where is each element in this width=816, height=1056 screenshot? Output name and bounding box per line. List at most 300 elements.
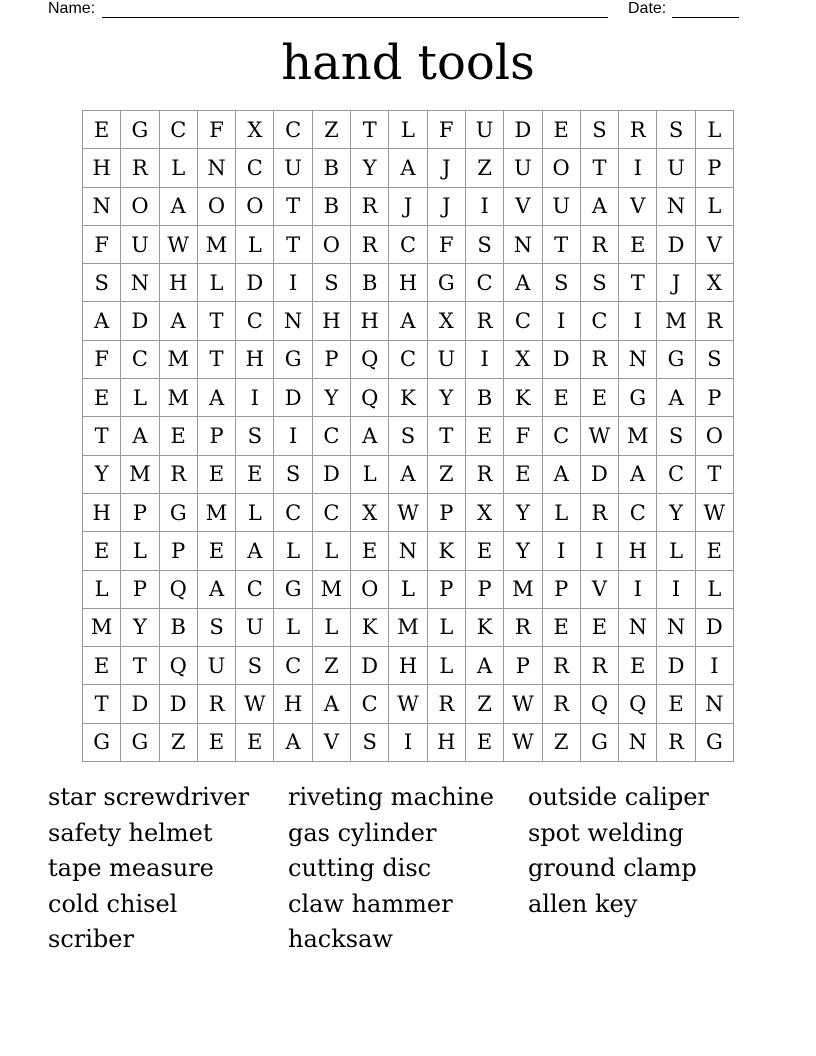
grid-cell: A — [466, 647, 504, 685]
grid-cell: A — [160, 302, 198, 340]
grid-cell: I — [619, 302, 657, 340]
grid-cell: N — [619, 341, 657, 379]
grid-cell: Q — [351, 341, 389, 379]
grid-cell: H — [313, 302, 351, 340]
grid-cell: S — [313, 264, 351, 302]
grid-cell: Z — [543, 724, 581, 762]
grid-cell: X — [466, 494, 504, 532]
grid-cell: V — [313, 724, 351, 762]
grid-cell: E — [543, 379, 581, 417]
grid-cell: E — [83, 111, 121, 149]
grid-cell: H — [236, 341, 274, 379]
grid-cell: D — [274, 379, 312, 417]
name-blank-line — [102, 17, 608, 18]
grid-cell: O — [198, 188, 236, 226]
grid-cell: L — [696, 111, 734, 149]
grid-cell: Y — [428, 379, 466, 417]
grid-cell: X — [504, 341, 542, 379]
grid-cell: H — [160, 264, 198, 302]
grid-cell: E — [619, 647, 657, 685]
grid-cell: A — [313, 685, 351, 723]
grid-cell: E — [236, 456, 274, 494]
grid-cell: C — [236, 571, 274, 609]
grid-cell: R — [696, 302, 734, 340]
grid-cell: D — [351, 647, 389, 685]
name-label: Name: — [48, 0, 96, 17]
grid-cell: L — [313, 532, 351, 570]
grid-cell: W — [160, 226, 198, 264]
grid-cell: Y — [83, 456, 121, 494]
grid-cell: U — [657, 149, 695, 187]
grid-cell: A — [274, 724, 312, 762]
grid-cell: C — [504, 302, 542, 340]
grid-cell: Z — [466, 685, 504, 723]
grid-cell: K — [428, 532, 466, 570]
grid-cell: L — [274, 609, 312, 647]
grid-cell: A — [198, 379, 236, 417]
grid-cell: E — [160, 417, 198, 455]
grid-cell: I — [581, 532, 619, 570]
grid-cell: X — [696, 264, 734, 302]
grid-cell: P — [160, 532, 198, 570]
grid-cell: E — [83, 647, 121, 685]
grid-cell: F — [198, 111, 236, 149]
grid-cell: A — [504, 264, 542, 302]
grid-cell: R — [504, 609, 542, 647]
grid-cell: D — [504, 111, 542, 149]
grid-cell: G — [581, 724, 619, 762]
grid-cell: G — [274, 571, 312, 609]
grid-cell: G — [619, 379, 657, 417]
grid-cell: D — [657, 226, 695, 264]
grid-cell: W — [504, 685, 542, 723]
grid-cell: A — [581, 188, 619, 226]
grid-cell: P — [121, 571, 159, 609]
grid-cell: I — [466, 188, 504, 226]
grid-cell: P — [428, 571, 466, 609]
grid-cell: L — [657, 532, 695, 570]
grid-cell: A — [543, 456, 581, 494]
grid-cell: A — [121, 417, 159, 455]
grid-cell: S — [657, 417, 695, 455]
grid-cell: Q — [581, 685, 619, 723]
grid-cell: S — [351, 724, 389, 762]
grid-cell: E — [504, 456, 542, 494]
grid-cell: Z — [313, 111, 351, 149]
grid-cell: L — [696, 571, 734, 609]
grid-cell: Z — [428, 456, 466, 494]
grid-cell: E — [466, 532, 504, 570]
grid-cell: L — [121, 532, 159, 570]
grid-cell: G — [696, 724, 734, 762]
grid-cell: F — [83, 226, 121, 264]
grid-cell: U — [504, 149, 542, 187]
grid-cell: T — [581, 149, 619, 187]
grid-cell: H — [619, 532, 657, 570]
grid-cell: C — [543, 417, 581, 455]
grid-cell: N — [619, 724, 657, 762]
grid-cell: B — [313, 149, 351, 187]
grid-cell: C — [389, 341, 427, 379]
page-title: hand tools — [281, 35, 535, 91]
grid-cell: X — [428, 302, 466, 340]
grid-cell: R — [198, 685, 236, 723]
grid-cell: S — [581, 264, 619, 302]
grid-cell: Q — [619, 685, 657, 723]
grid-cell: M — [389, 609, 427, 647]
grid-cell: P — [696, 379, 734, 417]
grid-cell: U — [428, 341, 466, 379]
grid-cell: H — [83, 149, 121, 187]
word-list-item: ground clamp — [528, 854, 697, 882]
grid-cell: T — [121, 647, 159, 685]
grid-cell: N — [121, 264, 159, 302]
grid-cell: R — [351, 226, 389, 264]
grid-cell: T — [696, 456, 734, 494]
grid-cell: E — [696, 532, 734, 570]
grid-cell: X — [351, 494, 389, 532]
grid-cell: I — [274, 417, 312, 455]
grid-cell: A — [389, 149, 427, 187]
grid-cell: R — [121, 149, 159, 187]
grid-cell: P — [504, 647, 542, 685]
grid-cell: L — [428, 609, 466, 647]
grid-cell: S — [83, 264, 121, 302]
word-list-item: hacksaw — [288, 925, 393, 953]
grid-cell: T — [428, 417, 466, 455]
grid-cell: K — [466, 609, 504, 647]
grid-cell: V — [619, 188, 657, 226]
grid-cell: N — [619, 609, 657, 647]
grid-cell: O — [351, 571, 389, 609]
grid-cell: T — [351, 111, 389, 149]
word-list-item: riveting machine — [288, 783, 494, 811]
word-list-item: claw hammer — [288, 889, 453, 918]
grid-cell: L — [389, 111, 427, 149]
grid-cell: G — [121, 111, 159, 149]
grid-cell: L — [696, 188, 734, 226]
word-list-item: tape measure — [48, 854, 214, 882]
grid-cell: E — [83, 379, 121, 417]
grid-cell: A — [619, 456, 657, 494]
grid-cell: O — [313, 226, 351, 264]
grid-cell: P — [313, 341, 351, 379]
grid-cell: R — [428, 685, 466, 723]
grid-cell: N — [657, 609, 695, 647]
grid-cell: C — [581, 302, 619, 340]
grid-cell: D — [313, 456, 351, 494]
grid-cell: A — [83, 302, 121, 340]
grid-cell: L — [198, 264, 236, 302]
grid-cell: Y — [504, 532, 542, 570]
grid-cell: C — [274, 111, 312, 149]
grid-cell: E — [351, 532, 389, 570]
grid-cell: S — [389, 417, 427, 455]
word-list-item: safety helmet — [48, 818, 213, 847]
grid-cell: E — [198, 724, 236, 762]
grid-cell: M — [160, 341, 198, 379]
grid-cell: W — [581, 417, 619, 455]
grid-cell: W — [696, 494, 734, 532]
grid-cell: J — [428, 149, 466, 187]
grid-cell: S — [696, 341, 734, 379]
grid-cell: Q — [160, 571, 198, 609]
grid-cell: R — [581, 647, 619, 685]
grid-cell: A — [657, 379, 695, 417]
grid-cell: N — [198, 149, 236, 187]
grid-cell: I — [657, 571, 695, 609]
grid-cell: M — [121, 456, 159, 494]
grid-cell: U — [121, 226, 159, 264]
grid-cell: G — [160, 494, 198, 532]
grid-cell: I — [543, 302, 581, 340]
grid-cell: I — [619, 571, 657, 609]
grid-cell: J — [389, 188, 427, 226]
grid-cell: Y — [504, 494, 542, 532]
grid-cell: G — [657, 341, 695, 379]
grid-cell: C — [466, 264, 504, 302]
grid-cell: U — [466, 111, 504, 149]
grid-cell: K — [389, 379, 427, 417]
word-list-item: cutting disc — [288, 854, 432, 882]
word-list-item: spot welding — [528, 818, 684, 847]
grid-cell: P — [696, 149, 734, 187]
grid-cell: T — [83, 417, 121, 455]
grid-cell: P — [543, 571, 581, 609]
date-blank-line — [672, 17, 739, 18]
grid-cell: R — [351, 188, 389, 226]
word-list-item: star screwdriver — [48, 783, 250, 811]
grid-cell: E — [619, 226, 657, 264]
grid-cell: B — [160, 609, 198, 647]
grid-cell: A — [198, 571, 236, 609]
grid-cell: F — [83, 341, 121, 379]
word-list-item: scriber — [48, 925, 134, 953]
grid-cell: F — [428, 226, 466, 264]
grid-cell: S — [657, 111, 695, 149]
grid-cell: N — [504, 226, 542, 264]
grid-cell: R — [543, 685, 581, 723]
grid-cell: P — [466, 571, 504, 609]
grid-cell: F — [428, 111, 466, 149]
grid-cell: B — [313, 188, 351, 226]
grid-cell: O — [543, 149, 581, 187]
grid-cell: P — [428, 494, 466, 532]
grid-cell: J — [657, 264, 695, 302]
grid-cell: L — [236, 494, 274, 532]
grid-cell: E — [466, 417, 504, 455]
grid-cell: Q — [351, 379, 389, 417]
grid-cell: R — [160, 456, 198, 494]
grid-cell: A — [351, 417, 389, 455]
grid-cell: P — [121, 494, 159, 532]
grid-cell: S — [466, 226, 504, 264]
grid-cell: R — [581, 341, 619, 379]
grid-cell: N — [389, 532, 427, 570]
grid-cell: B — [466, 379, 504, 417]
grid-cell: D — [236, 264, 274, 302]
grid-cell: H — [389, 647, 427, 685]
grid-cell: W — [504, 724, 542, 762]
grid-cell: I — [466, 341, 504, 379]
grid-cell: E — [198, 456, 236, 494]
grid-cell: M — [198, 226, 236, 264]
grid-cell: C — [657, 456, 695, 494]
grid-cell: I — [696, 647, 734, 685]
grid-cell: L — [274, 532, 312, 570]
grid-cell: T — [198, 341, 236, 379]
grid-cell: B — [351, 264, 389, 302]
grid-cell: W — [236, 685, 274, 723]
grid-cell: I — [274, 264, 312, 302]
grid-cell: E — [236, 724, 274, 762]
grid-cell: D — [160, 685, 198, 723]
grid-cell: E — [581, 609, 619, 647]
grid-cell: U — [236, 609, 274, 647]
grid-cell: M — [619, 417, 657, 455]
grid-cell: Z — [466, 149, 504, 187]
grid-cell: U — [274, 149, 312, 187]
grid-cell: I — [543, 532, 581, 570]
grid-cell: F — [504, 417, 542, 455]
grid-cell: V — [696, 226, 734, 264]
grid-cell: G — [83, 724, 121, 762]
grid-cell: C — [160, 111, 198, 149]
grid-cell: U — [543, 188, 581, 226]
grid-cell: R — [619, 111, 657, 149]
grid-cell: C — [274, 494, 312, 532]
grid-cell: R — [543, 647, 581, 685]
grid-cell: E — [543, 609, 581, 647]
grid-cell: C — [351, 685, 389, 723]
grid-cell: T — [198, 302, 236, 340]
grid-cell: Y — [657, 494, 695, 532]
word-list-item: cold chisel — [48, 889, 178, 918]
grid-cell: N — [657, 188, 695, 226]
grid-cell: C — [313, 417, 351, 455]
grid-cell: R — [466, 456, 504, 494]
grid-cell: S — [581, 111, 619, 149]
word-list-item: gas cylinder — [288, 818, 437, 847]
grid-cell: D — [696, 609, 734, 647]
grid-cell: S — [543, 264, 581, 302]
grid-cell: H — [428, 724, 466, 762]
grid-cell: D — [121, 685, 159, 723]
grid-cell: Y — [121, 609, 159, 647]
grid-cell: Z — [160, 724, 198, 762]
grid-cell: D — [581, 456, 619, 494]
grid-cell: G — [428, 264, 466, 302]
grid-cell: T — [274, 226, 312, 264]
grid-cell: C — [236, 149, 274, 187]
grid-cell: G — [274, 341, 312, 379]
grid-cell: D — [121, 302, 159, 340]
grid-cell: H — [274, 685, 312, 723]
grid-cell: A — [389, 302, 427, 340]
grid-cell: N — [274, 302, 312, 340]
grid-cell: A — [236, 532, 274, 570]
grid-cell: R — [657, 724, 695, 762]
grid-cell: Z — [313, 647, 351, 685]
word-list-item: outside caliper — [528, 783, 709, 811]
grid-cell: T — [619, 264, 657, 302]
grid-cell: L — [160, 149, 198, 187]
grid-cell: H — [389, 264, 427, 302]
grid-cell: V — [504, 188, 542, 226]
grid-cell: E — [657, 685, 695, 723]
grid-cell: D — [657, 647, 695, 685]
grid-cell: S — [236, 417, 274, 455]
grid-cell: L — [121, 379, 159, 417]
grid-cell: L — [389, 571, 427, 609]
grid-cell: L — [428, 647, 466, 685]
grid-cell: A — [389, 456, 427, 494]
grid-cell: C — [313, 494, 351, 532]
grid-cell: W — [389, 494, 427, 532]
grid-cell: Y — [351, 149, 389, 187]
grid-cell: G — [121, 724, 159, 762]
grid-cell: C — [236, 302, 274, 340]
grid-cell: R — [581, 494, 619, 532]
grid-cell: V — [581, 571, 619, 609]
grid-cell: O — [696, 417, 734, 455]
grid-cell: L — [543, 494, 581, 532]
grid-cell: H — [83, 494, 121, 532]
grid-cell: Y — [313, 379, 351, 417]
grid-cell: R — [466, 302, 504, 340]
grid-cell: M — [83, 609, 121, 647]
grid-cell: S — [236, 647, 274, 685]
grid-cell: L — [313, 609, 351, 647]
grid-cell: O — [236, 188, 274, 226]
grid-cell: W — [389, 685, 427, 723]
date-label: Date: — [628, 0, 667, 17]
grid-cell: P — [198, 417, 236, 455]
word-list-item: allen key — [528, 889, 638, 918]
grid-cell: K — [351, 609, 389, 647]
grid-cell: E — [581, 379, 619, 417]
grid-cell: N — [83, 188, 121, 226]
grid-cell: M — [198, 494, 236, 532]
worksheet-header — [48, 0, 748, 20]
grid-cell: N — [696, 685, 734, 723]
grid-cell: C — [619, 494, 657, 532]
grid-cell: I — [619, 149, 657, 187]
grid-cell: E — [83, 532, 121, 570]
grid-cell: E — [466, 724, 504, 762]
grid-cell: S — [274, 456, 312, 494]
grid-cell: L — [83, 571, 121, 609]
grid-cell: M — [160, 379, 198, 417]
grid-cell: O — [121, 188, 159, 226]
grid-cell: U — [198, 647, 236, 685]
grid-cell: M — [313, 571, 351, 609]
grid-cell: L — [351, 456, 389, 494]
grid-cell: M — [504, 571, 542, 609]
grid-cell: J — [428, 188, 466, 226]
grid-cell: D — [543, 341, 581, 379]
grid-cell: E — [198, 532, 236, 570]
grid-cell: A — [160, 188, 198, 226]
grid-cell: C — [121, 341, 159, 379]
grid-cell: T — [274, 188, 312, 226]
grid-cell: C — [389, 226, 427, 264]
grid-cell: I — [389, 724, 427, 762]
grid-cell: L — [236, 226, 274, 264]
grid-cell: T — [543, 226, 581, 264]
grid-cell: C — [274, 647, 312, 685]
grid-cell: I — [236, 379, 274, 417]
